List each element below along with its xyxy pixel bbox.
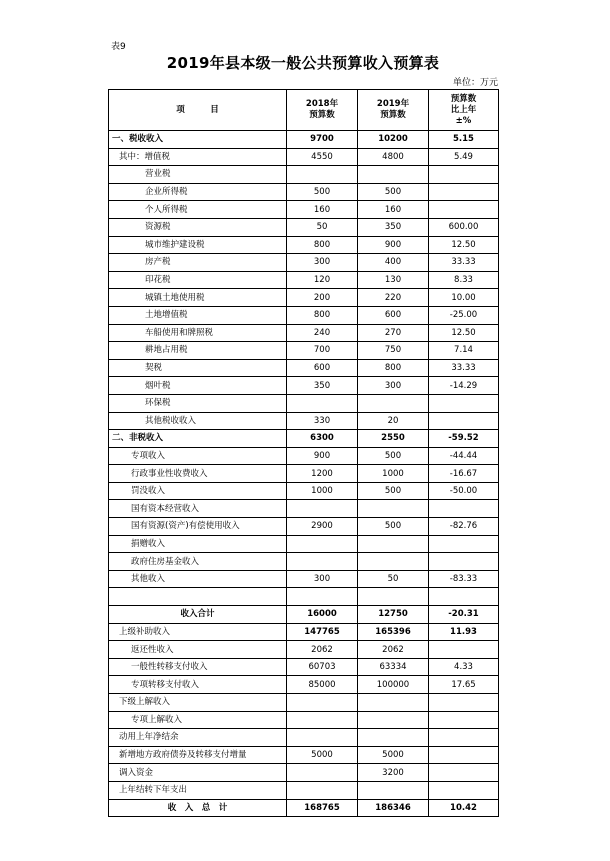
row-label: 其中：增值税 [109, 148, 287, 166]
row-label: 国有资源(资产)有偿使用收入 [109, 518, 287, 536]
change-percent [429, 588, 499, 606]
value-2018 [287, 166, 358, 184]
row-label: 一般性转移支付收入 [109, 658, 287, 676]
table-row [109, 518, 499, 536]
change-percent [429, 764, 499, 782]
table-row [109, 394, 499, 412]
table-row [109, 676, 499, 694]
table-row [109, 218, 499, 236]
table-row [109, 500, 499, 518]
row-label: 上级补助收入 [109, 623, 287, 641]
change-percent: 12.50 [429, 324, 499, 342]
change-percent: 33.33 [429, 359, 499, 377]
value-2018: 1200 [287, 465, 358, 483]
table-row [109, 131, 499, 149]
change-percent: -25.00 [429, 306, 499, 324]
header-2018: 2018年 预算数 [287, 90, 358, 131]
value-2018 [287, 694, 358, 712]
change-percent [429, 201, 499, 219]
value-2018: 4550 [287, 148, 358, 166]
table-row [109, 658, 499, 676]
row-label: 其他收入 [109, 570, 287, 588]
value-2018: 85000 [287, 676, 358, 694]
change-percent [429, 641, 499, 659]
header-2019: 2019年 预算数 [358, 90, 429, 131]
value-2018: 1000 [287, 482, 358, 500]
row-label: 调入资金 [109, 764, 287, 782]
change-percent: 33.33 [429, 254, 499, 272]
row-label: 企业所得税 [109, 183, 287, 201]
value-2018: 240 [287, 324, 358, 342]
change-percent: 600.00 [429, 218, 499, 236]
table-row [109, 377, 499, 395]
value-2018: 2062 [287, 641, 358, 659]
table-row [109, 254, 499, 272]
value-2019: 500 [358, 183, 429, 201]
value-2018 [287, 535, 358, 553]
table-row [109, 430, 499, 448]
value-2019: 12750 [358, 606, 429, 624]
value-2019: 4800 [358, 148, 429, 166]
value-2018: 500 [287, 183, 358, 201]
row-label: 行政事业性收费收入 [109, 465, 287, 483]
row-label: 二、非税收入 [109, 430, 287, 448]
table-row [109, 641, 499, 659]
table-row [109, 148, 499, 166]
row-label: 其他税收收入 [109, 412, 287, 430]
row-label: 烟叶税 [109, 377, 287, 395]
change-percent: -44.44 [429, 447, 499, 465]
table-row [109, 236, 499, 254]
row-label: 契税 [109, 359, 287, 377]
value-2019: 500 [358, 447, 429, 465]
table-row [109, 166, 499, 184]
value-2019: 63334 [358, 658, 429, 676]
table-row [109, 781, 499, 799]
table-row [109, 183, 499, 201]
change-percent: 10.00 [429, 289, 499, 307]
value-2018 [287, 553, 358, 571]
change-percent: -16.67 [429, 465, 499, 483]
value-2018: 700 [287, 342, 358, 360]
row-label: 专项转移支付收入 [109, 676, 287, 694]
row-label: 政府住房基金收入 [109, 553, 287, 571]
row-label: 环保税 [109, 394, 287, 412]
value-2019 [358, 711, 429, 729]
row-label: 上年结转下年支出 [109, 781, 287, 799]
value-2019: 5000 [358, 746, 429, 764]
value-2019 [358, 553, 429, 571]
change-percent: -59.52 [429, 430, 499, 448]
change-percent: 10.42 [429, 799, 499, 817]
change-percent [429, 746, 499, 764]
value-2019: 220 [358, 289, 429, 307]
table-row [109, 694, 499, 712]
table-row [109, 342, 499, 360]
value-2018: 300 [287, 570, 358, 588]
value-2019: 2062 [358, 641, 429, 659]
row-label: 收 入 总 计 [109, 799, 287, 817]
row-label: 印花税 [109, 271, 287, 289]
change-percent: 17.65 [429, 676, 499, 694]
table-row [109, 606, 499, 624]
row-label [109, 588, 287, 606]
table-row [109, 201, 499, 219]
value-2018: 9700 [287, 131, 358, 149]
value-2019: 100000 [358, 676, 429, 694]
table-header [109, 90, 499, 131]
value-2018: 800 [287, 236, 358, 254]
value-2019: 800 [358, 359, 429, 377]
value-2018: 50 [287, 218, 358, 236]
value-2018: 300 [287, 254, 358, 272]
table-row [109, 746, 499, 764]
value-2018: 330 [287, 412, 358, 430]
value-2019 [358, 394, 429, 412]
change-percent: -82.76 [429, 518, 499, 536]
row-label: 一、税收收入 [109, 131, 287, 149]
row-label: 动用上年净结余 [109, 729, 287, 747]
header-item: 项 目 [109, 90, 287, 131]
value-2019: 20 [358, 412, 429, 430]
change-percent [429, 781, 499, 799]
value-2018: 60703 [287, 658, 358, 676]
change-percent: 5.49 [429, 148, 499, 166]
value-2018: 147765 [287, 623, 358, 641]
value-2018: 168765 [287, 799, 358, 817]
row-label: 资源税 [109, 218, 287, 236]
value-2019 [358, 694, 429, 712]
row-label: 国有资本经营收入 [109, 500, 287, 518]
table-row [109, 764, 499, 782]
value-2019: 900 [358, 236, 429, 254]
value-2019: 10200 [358, 131, 429, 149]
value-2019: 165396 [358, 623, 429, 641]
change-percent [429, 694, 499, 712]
table-row [109, 465, 499, 483]
value-2019 [358, 729, 429, 747]
change-percent [429, 729, 499, 747]
value-2019: 500 [358, 518, 429, 536]
row-label: 新增地方政府债券及转移支付增量 [109, 746, 287, 764]
change-percent: -14.29 [429, 377, 499, 395]
value-2018 [287, 394, 358, 412]
row-label: 下级上解收入 [109, 694, 287, 712]
table-row [109, 711, 499, 729]
value-2019 [358, 588, 429, 606]
change-percent [429, 535, 499, 553]
table-body [109, 131, 499, 817]
change-percent [429, 711, 499, 729]
value-2018 [287, 764, 358, 782]
value-2019: 600 [358, 306, 429, 324]
change-percent: 5.15 [429, 131, 499, 149]
change-percent [429, 553, 499, 571]
change-percent [429, 412, 499, 430]
value-2019: 130 [358, 271, 429, 289]
table-row [109, 623, 499, 641]
table-row [109, 553, 499, 571]
change-percent [429, 166, 499, 184]
value-2018: 800 [287, 306, 358, 324]
value-2019: 400 [358, 254, 429, 272]
value-2018: 16000 [287, 606, 358, 624]
value-2019: 350 [358, 218, 429, 236]
value-2018 [287, 588, 358, 606]
value-2019: 160 [358, 201, 429, 219]
table-row [109, 359, 499, 377]
change-percent: -50.00 [429, 482, 499, 500]
value-2018: 120 [287, 271, 358, 289]
change-percent: 8.33 [429, 271, 499, 289]
row-label: 个人所得税 [109, 201, 287, 219]
value-2019: 50 [358, 570, 429, 588]
change-percent: -20.31 [429, 606, 499, 624]
table-row [109, 535, 499, 553]
value-2019: 3200 [358, 764, 429, 782]
value-2018: 200 [287, 289, 358, 307]
table-row [109, 447, 499, 465]
sheet-number-label: 表9 [111, 42, 126, 52]
change-percent [429, 394, 499, 412]
value-2018: 900 [287, 447, 358, 465]
value-2019: 270 [358, 324, 429, 342]
table-row [109, 271, 499, 289]
header-change: 预算数 比上年 ±% [429, 90, 499, 131]
value-2019 [358, 781, 429, 799]
row-label: 城市维护建设税 [109, 236, 287, 254]
value-2019 [358, 535, 429, 553]
value-2018: 6300 [287, 430, 358, 448]
value-2018: 5000 [287, 746, 358, 764]
table-row [109, 570, 499, 588]
value-2018: 160 [287, 201, 358, 219]
value-2019: 186346 [358, 799, 429, 817]
change-percent: -83.33 [429, 570, 499, 588]
row-label: 土地增值税 [109, 306, 287, 324]
row-label: 车船使用和牌照税 [109, 324, 287, 342]
value-2018: 2900 [287, 518, 358, 536]
row-label: 营业税 [109, 166, 287, 184]
change-percent: 4.33 [429, 658, 499, 676]
row-label: 城镇土地使用税 [109, 289, 287, 307]
unit-label: 单位：万元 [452, 78, 498, 88]
value-2018 [287, 711, 358, 729]
page-title: 2019年县本级一般公共预算收入预算表 [166, 54, 440, 72]
value-2019 [358, 500, 429, 518]
table-row [109, 306, 499, 324]
change-percent [429, 500, 499, 518]
table-row [109, 482, 499, 500]
change-percent: 11.93 [429, 623, 499, 641]
row-label: 专项收入 [109, 447, 287, 465]
table-row [109, 799, 499, 817]
row-label: 罚没收入 [109, 482, 287, 500]
value-2019 [358, 166, 429, 184]
value-2019: 1000 [358, 465, 429, 483]
change-percent: 7.14 [429, 342, 499, 360]
row-label: 房产税 [109, 254, 287, 272]
value-2018: 600 [287, 359, 358, 377]
table-row [109, 588, 499, 606]
row-label: 返还性收入 [109, 641, 287, 659]
change-percent: 12.50 [429, 236, 499, 254]
row-label: 专项上解收入 [109, 711, 287, 729]
value-2018 [287, 781, 358, 799]
value-2019: 300 [358, 377, 429, 395]
change-percent [429, 183, 499, 201]
table-row [109, 729, 499, 747]
value-2018 [287, 500, 358, 518]
value-2019: 2550 [358, 430, 429, 448]
value-2018: 350 [287, 377, 358, 395]
budget-table [108, 89, 499, 817]
value-2018 [287, 729, 358, 747]
table-row [109, 324, 499, 342]
value-2019: 750 [358, 342, 429, 360]
row-label: 耕地占用税 [109, 342, 287, 360]
row-label: 收入合计 [109, 606, 287, 624]
table-row [109, 412, 499, 430]
row-label: 捐赠收入 [109, 535, 287, 553]
table-row [109, 289, 499, 307]
value-2019: 500 [358, 482, 429, 500]
